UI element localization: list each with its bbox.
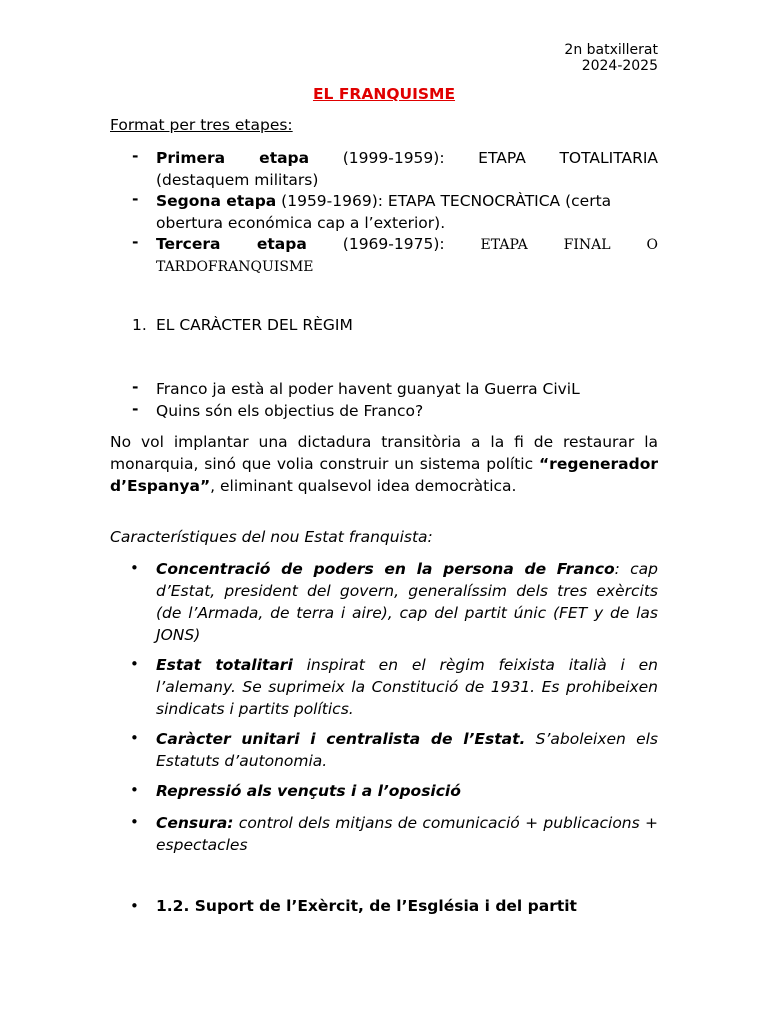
caracteristiques-heading: Característiques del nou Estat franquista: [110,528,433,546]
caracteristica-item-3 [156,728,658,772]
caracteristica-item-2 [156,654,658,720]
school-year: 2024-2025 [581,58,658,74]
etapa-1-line2: (destaquem militars) [156,171,319,189]
caracteristica-2-bold: Estat totalitari [156,656,293,674]
question-2: Quins són els objectius de Franco? [156,402,424,420]
etapa-2-years: (1959-1969): ETAPA TECNOCRÀTICA (certa [276,192,612,210]
document-header [564,42,658,74]
etapa-3-years: (1969-1975): [342,235,445,253]
section-number: 1. [132,316,147,334]
caracteristica-item-5 [156,812,658,856]
body-paragraph [110,431,658,497]
etapa-item-1 [156,147,658,191]
dash-marker: - [132,190,139,208]
caracteristica-4-bold: Repressió als vençuts i a l’oposició [156,782,461,800]
document-title: EL FRANQUISME [312,85,456,103]
question-1: Franco ja està al poder havent guanyat la Guerra CiviL [156,380,580,398]
caracteristica-item-4 [156,780,658,802]
etapa-2-line2: obertura económica cap a l’exterior). [156,214,446,232]
etapa-3-name: Tercera etapa [156,235,307,253]
bullet-marker: • [130,813,139,831]
etapa-3-line1 [156,233,658,256]
dash-marker: - [132,233,139,251]
dash-marker: - [132,400,139,418]
etapa-1-years: (1999-1959): ETAPA [309,149,526,167]
course-label: 2n batxillerat [564,42,658,58]
caracteristica-item-1 [156,558,658,646]
etapa-3-line2: TARDOFRANQUISME [156,259,314,275]
etapa-3-w1: ETAPA [480,237,528,253]
intro-heading: Format per tres etapes: [110,116,293,134]
caracteristica-3-text: S’aboleixen els Estatuts d’autonomia. [156,730,659,770]
bullet-marker: • [130,559,139,577]
etapa-item-3 [156,233,658,278]
etapa-3-w2: FINAL [563,237,611,253]
caracteristica-5-bold: Censura: [156,814,234,832]
caracteristica-2-text: inspirat en el règim feixista italià i en l’alemany. Se suprimeix la Constitució de 1931. Es prohibeixen sindicats i partits polítics. [156,656,658,718]
etapa-2-name: Segona etapa [156,192,277,210]
bullet-marker: • [130,897,139,915]
etapa-1-name: Primera etapa [156,149,310,167]
paragraph-part2: , eliminant qualsevol idea democràtica. [210,477,517,495]
paragraph-part1: No vol implantar una dictadura transitòria a la fi de restaurar la monarquia, sinó que volia construir un sistema polític [110,433,658,473]
caracteristica-1-text: : cap d’Estat, president del govern, generalíssim dels tres exèrcits (de l’Armada, de terra i aire), cap del partit únic (FET y de las JONS) [156,560,658,644]
caracteristica-5-text: control dels mitjans de comunicació + publicacions + espectacles [156,814,658,854]
caracteristica-1-bold: Concentració de poders en la persona de Franco [156,560,615,578]
bullet-marker: • [130,781,139,799]
etapa-3-w3: O [646,237,658,253]
paragraph-bold: “regenerador d’Espanya” [110,455,658,495]
dash-marker: - [132,378,139,396]
bullet-marker: • [130,729,139,747]
etapa-1-line1 [156,147,658,169]
etapa-item-2 [156,190,658,234]
bullet-marker: • [130,655,139,673]
dash-marker: - [132,147,139,165]
etapa-1-rest: TOTALITARIA [559,149,659,167]
etapa-2-line1 [156,190,658,212]
caracteristica-3-bold: Caràcter unitari i centralista de l’Estat. [156,730,526,748]
section-title: EL CARÀCTER DEL RÈGIM [156,316,353,334]
section-1-2-title: 1.2. Suport de l’Exèrcit, de l’Església i del partit [156,897,577,915]
